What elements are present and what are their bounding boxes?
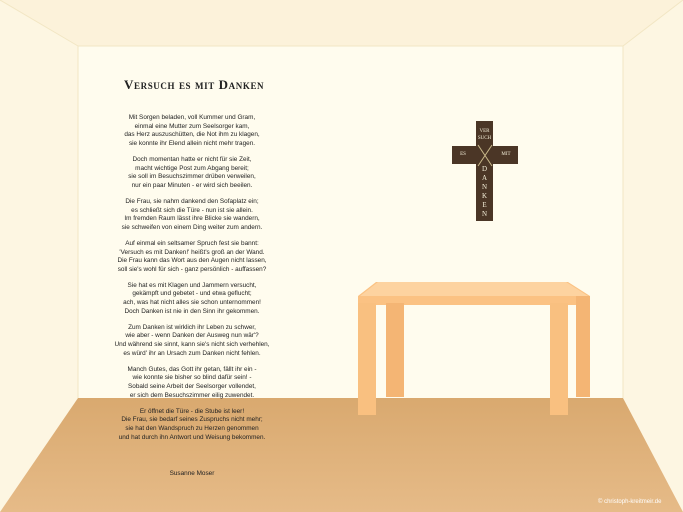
table-leg-back-right: [576, 296, 590, 397]
poem-body: [97, 114, 287, 450]
poem-line: sie soll im Besuchszimmer drüben verweilen,: [128, 173, 256, 181]
poem-line: macht wichtige Post zum Abgang bereit;: [135, 164, 249, 172]
cross-letter: A: [481, 174, 488, 182]
stanza: [97, 114, 287, 148]
poem-line: Doch Danken ist nie in den Sinn ihr gekommen.: [124, 307, 260, 315]
poem-line: Sobald seine Arbeit der Seelsorger vollendet,: [128, 383, 256, 390]
poem-line: es schließt sich die Türe - nun ist sie allein.: [131, 206, 253, 214]
poem-line: Mit Sorgen beladen, voll Kummer und Gram,: [128, 114, 256, 121]
poem-line: er sich dem Besuchszimmer eilig zuwendet.: [129, 391, 255, 399]
poem-line: Die Frau, sie nahm dankend den Sofaplatz ein;: [125, 197, 259, 205]
poem-line: einmal eine Mutter zum Seelsorger kam,: [134, 122, 250, 130]
poem-line: Doch momentan hatte er nicht für sie Zeit,: [132, 155, 252, 163]
cross-text-right: MIT: [501, 152, 511, 157]
poem-line: sie konnte ihr Elend allein nicht mehr tragen.: [128, 139, 256, 147]
stanza: [97, 240, 287, 274]
poem-line: sie hat den Wandspruch zu Herzen genommen: [125, 424, 259, 432]
poem-line: Manch Gutes, das Gott ihr getan, fällt ihr ein -: [127, 365, 257, 373]
cross-letter: E: [482, 201, 487, 209]
poem-line: wie aber - wenn Danken der Ausweg nun wär'?: [125, 332, 259, 340]
poem-line: und hat durch ihn Antwort und Weisung bekommen.: [118, 433, 266, 441]
cross-letter: N: [481, 183, 488, 191]
stanza: [97, 282, 287, 316]
poem-line: Die Frau kann das Wort aus den Augen nicht lassen,: [117, 257, 267, 265]
cross-letter: D: [481, 165, 488, 173]
poem-line: 'Versuch es mit Danken!' heißt's groß an der Wand.: [119, 248, 265, 256]
poem-line: das Herz auszuschütten, die Not ihm zu klagen,: [124, 131, 260, 139]
stanza: [97, 366, 287, 400]
stanza: [97, 324, 287, 358]
poem-line: nur ein paar Minuten - er wird sich beeilen.: [131, 181, 253, 189]
poem-line: Die Frau, sie bedarf seines Zuspruchs nicht mehr;: [121, 416, 263, 424]
poem-line: es würd' ihr an Ursach zum Danken nicht fehlen.: [123, 349, 261, 357]
cross-text-top-1: VER: [479, 129, 490, 134]
cross-text-top-2: SUCH: [477, 136, 492, 141]
poem-line: Und während sie sinnt, kann sie's nicht sich verhehlen,: [114, 341, 270, 349]
poem-title: Versuch es mit Danken: [124, 77, 265, 92]
cross-letter: N: [481, 210, 488, 218]
table-leg-front-left: [358, 303, 376, 415]
poem-author: Susanne Moser: [169, 470, 215, 477]
stanza: [97, 156, 287, 190]
poem-line: Sie hat es mit Klagen und Jammern versucht,: [127, 281, 257, 289]
poem-line: soll sie's wohl für sich - ganz persönlich - auffassen?: [117, 265, 267, 273]
poem-line: wie konnte sie bisher so blind dafür sein! -: [132, 374, 252, 382]
cross-text-left: ES: [460, 152, 466, 157]
poem-line: Zum Danken ist wirklich ihr Leben zu schwer,: [128, 323, 256, 331]
cross-letter: K: [481, 192, 488, 200]
table-leg-back-left: [386, 303, 404, 397]
poem-line: Auf einmal ein seltsamer Spruch fest sie bannt:: [125, 239, 259, 247]
poem-line: gekämpft und gebetet - und etwa geflucht;: [132, 290, 252, 298]
copyright-credit: © christoph-kreitmeir.de: [598, 499, 662, 505]
stanza: [97, 198, 287, 232]
poem-line: Er öffnet die Türe - die Stube ist leer!: [139, 407, 245, 415]
table-leg-front-right: [550, 303, 568, 415]
poem-line: Im fremden Raum lässt ihre Blicke sie wandern,: [124, 215, 260, 223]
ceiling: [0, 0, 683, 46]
stanza: [97, 408, 287, 442]
poem-line: ach, was hat nicht alles sie schon unternommen!: [123, 299, 261, 307]
poem-line: sie schweifen von einem Ding weiter zum andern.: [121, 223, 263, 231]
